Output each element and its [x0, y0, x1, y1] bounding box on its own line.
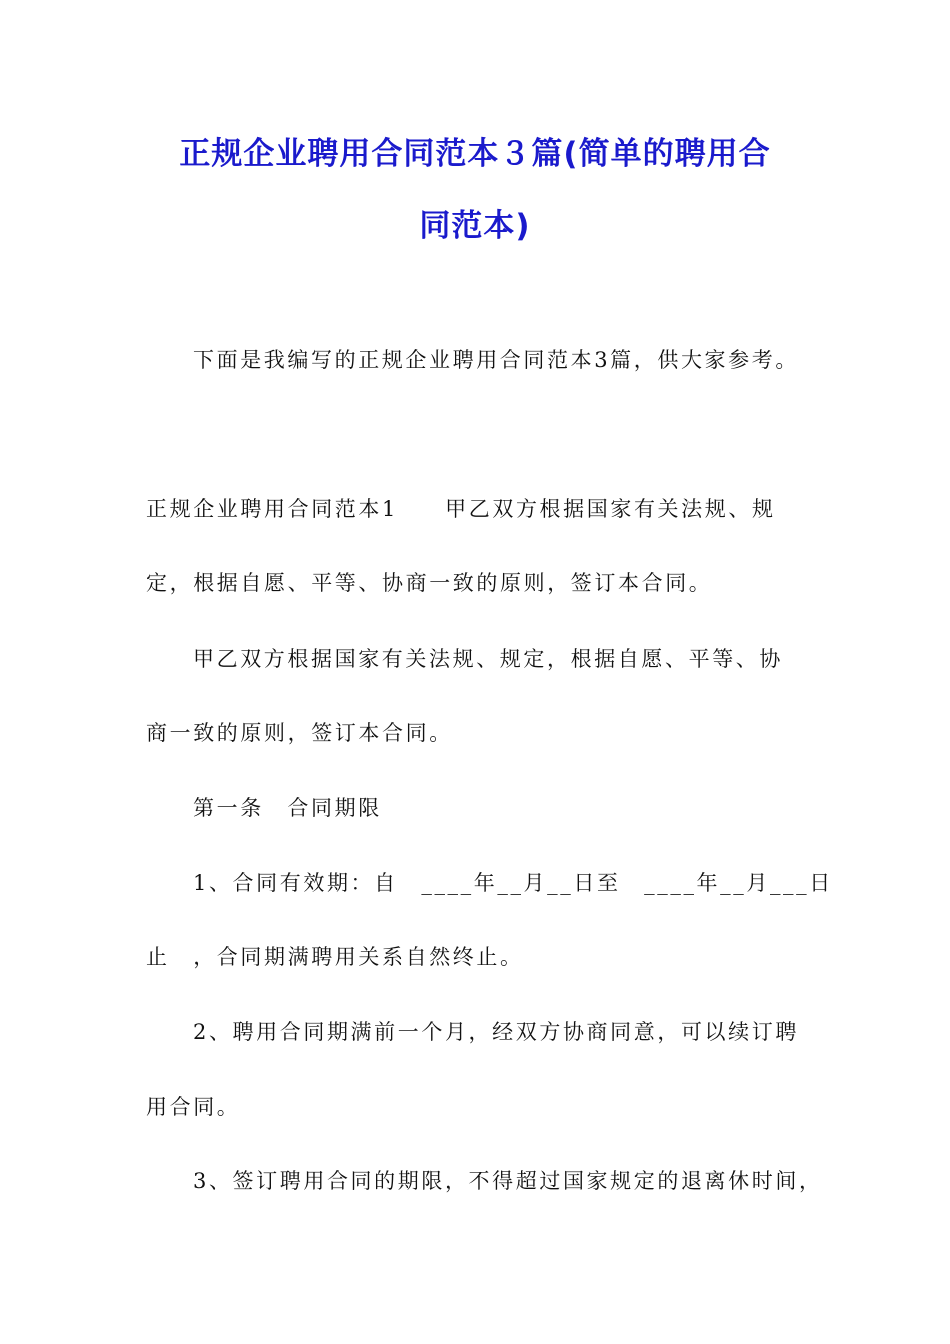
document-title-line-2: 同范本) — [419, 208, 531, 244]
paragraph-line: 定，根据自愿、平等、协商一致的原则，签订本合同。 — [146, 571, 713, 595]
clause-2-line: 2、聘用合同期满前一个月，经双方协商同意，可以续订聘 — [193, 1020, 799, 1044]
intro-paragraph: 下面是我编写的正规企业聘用合同范本3篇，供大家参考。 — [193, 348, 799, 372]
section-1-heading-line: 正规企业聘用合同范本1 甲乙双方根据国家有关法规、规 — [146, 497, 776, 521]
paragraph-line: 甲乙双方根据国家有关法规、规定，根据自愿、平等、协 — [193, 647, 783, 671]
paragraph-line: 商一致的原则，签订本合同。 — [146, 721, 453, 745]
article-1-heading: 第一条 合同期限 — [193, 796, 382, 820]
clause-3-line: 3、签订聘用合同的期限，不得超过国家规定的退离休时间， — [193, 1169, 823, 1193]
clause-2-line: 用合同。 — [146, 1095, 241, 1119]
document-title-line-1: 正规企业聘用合同范本３篇(简单的聘用合 — [179, 136, 771, 172]
clause-1-line: 止 ，合同期满聘用关系自然终止。 — [146, 945, 524, 969]
clause-1-line: 1、合同有效期：自 ____年__月__日至 ____年__月___日 — [193, 871, 833, 895]
